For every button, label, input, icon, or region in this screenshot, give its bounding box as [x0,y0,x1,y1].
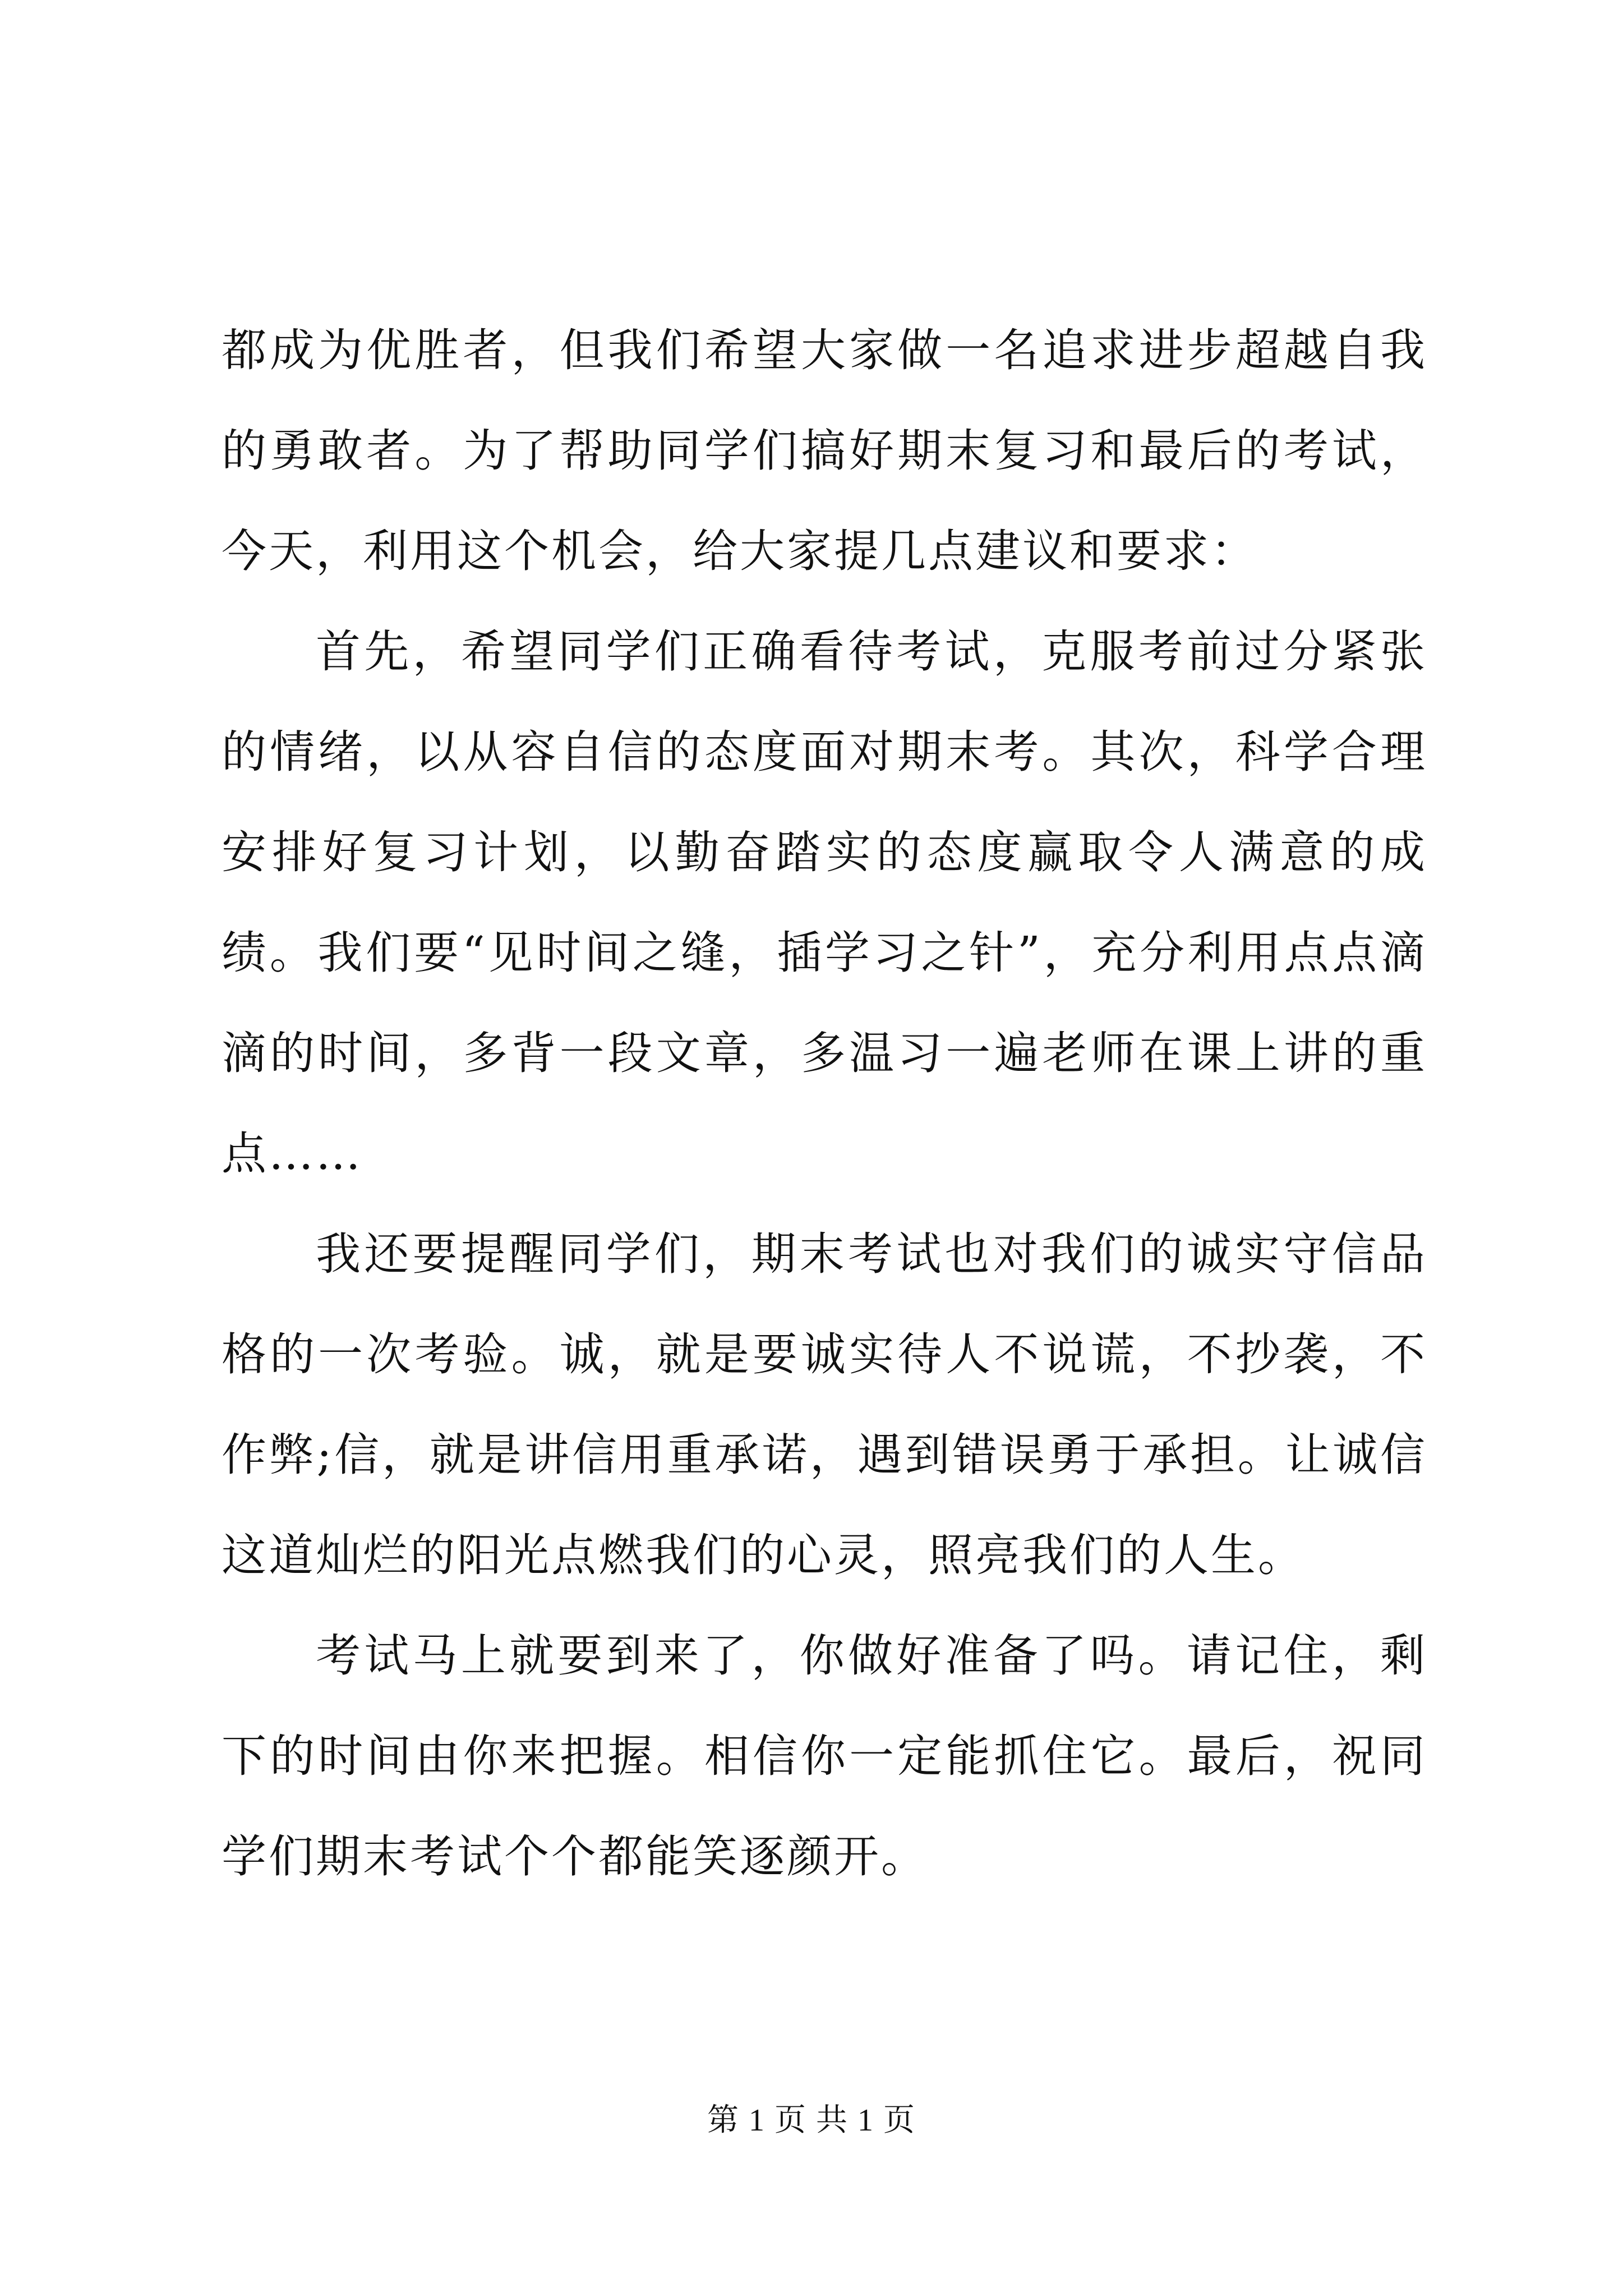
paragraph-2: 首先，希望同学们正确看待考试，克服考前过分紧张的情绪，以从容自信的态度面对期末考。其次，科学合理安排好复习计划，以勤奋踏实的态度赢取令人满意的成绩。我们要“见时间之缝，插学习之针”，充分利用点点滴滴的时间，多背一段文章，多温习一遍老师在课上讲的重点…… [222,625,1427,1180]
paragraph-4: 考试马上就要到来了，你做好准备了吗。请记住，剩下的时间由你来把握。相信你一定能抓住它。最后，祝同学们期末考试个个都能笑逐颜开。 [222,1630,1427,1883]
page-number-footer: 第 1 页 共 1 页 [707,2103,916,2138]
paragraph-1: 都成为优胜者，但我们希望大家做一名追求进步超越自我的勇敢者。为了帮助同学们搞好期末复习和最后的考试，今天，利用这个机会，给大家提几点建议和要求： [222,324,1427,577]
paragraph-3: 我还要提醒同学们，期末考试也对我们的诚实守信品格的一次考验。诚，就是要诚实待人不说谎，不抄袭，不作弊;信，就是讲信用重承诺，遇到错误勇于承担。让诚信这道灿烂的阳光点燃我们的心灵，照亮我们的人生。 [222,1228,1427,1581]
document-body [222,300,1427,1907]
